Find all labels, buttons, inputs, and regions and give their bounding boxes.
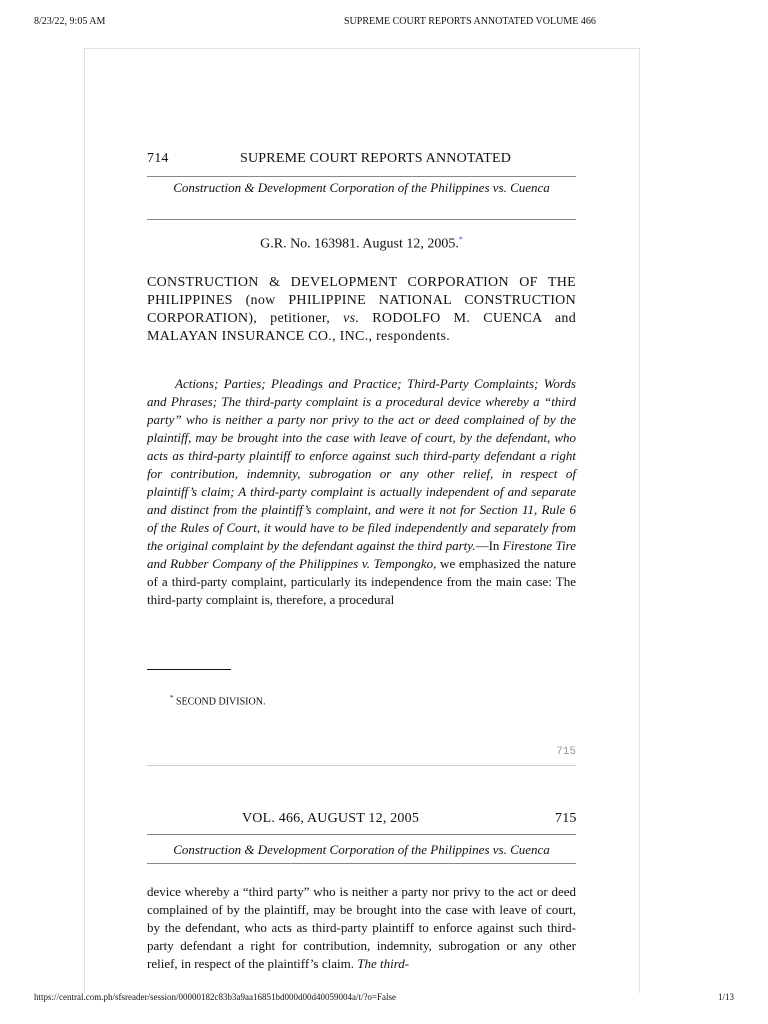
gr-number <box>147 235 576 253</box>
footnote-divider <box>147 669 231 670</box>
print-page-counter: 1/13 <box>717 992 734 1002</box>
body-italic: The third- <box>357 956 410 971</box>
syllabus-italic: Actions; Parties; Pleadings and Practice; Third-Party Complaints; Words and Phrases; The third-party complaint is a procedural device whereby a “third party” who is neither a party nor privy to the act or deed complained of by the plaintiff, may be brought into the case with leave of court, by the defendant, who acts as third-party plaintiff to enforce against such third-party defendant a right for contribution, indemnity, subrogation or any other relief, in respect of plaintiff’s claim; A third-party complaint is actually independent of and separate and distinct from the plaintiff’s complaint, and were it not for Section 11, Rule 6 of the Rules of Court, it would have to be filed independently and separately from the original complaint by the defendant against the third party. <box>147 376 576 553</box>
running-title-715: VOL. 466, AUGUST 12, 2005 <box>242 811 420 826</box>
print-title: SUPREME COURT REPORTS ANNOTATED VOLUME 466 <box>344 16 596 27</box>
footnote <box>170 694 265 707</box>
syllabus-paragraph <box>147 375 576 609</box>
page-separator <box>147 765 576 766</box>
respondent-text: RODOLFO M. CUENCA and MALAYAN INSURANCE CO., INC., respondents. <box>147 311 576 344</box>
print-url: https://central.com.ph/sfsreader/session/00000182c83b3a9aa16851bd000d00d40059004a/t/?o=False <box>34 992 397 1002</box>
footnote-marker: * <box>170 694 174 702</box>
syllabus-case-name: Firestone Tire and Rubber Company of the Philippines v. Tempongko <box>147 538 576 571</box>
running-title-714: SUPREME COURT REPORTS ANNOTATED <box>240 151 512 166</box>
print-footer <box>34 992 734 1006</box>
petitioner-text: CONSTRUCTION & DEVELOPMENT CORPORATION OF THE PHILIPPINES (now PHILIPPINE NATIONAL CONSTRUCTION CORPORATION), petitioner, <box>147 275 576 326</box>
vs-text: vs. <box>343 311 360 326</box>
case-caption-714: Construction & Development Corporation of the Philippines vs. Cuenca <box>147 176 576 220</box>
footnote-text: SECOND DIVISION. <box>176 696 266 708</box>
parties-block <box>147 274 576 346</box>
body-plain: device whereby a “third party” who is neither a party nor privy to the act or deed complained of by the plaintiff, may be brought into the case with leave of court, by the defendant, who acts as third-party plaintiff to enforce against such third-party defendant a right for contribution, indemnity, subrogation or any other relief, in respect of the plaintiff’s claim. <box>147 884 576 971</box>
gr-footnote-marker[interactable]: * <box>458 235 463 244</box>
page-break-number: 715 <box>556 746 576 758</box>
body-paragraph-715 <box>147 883 576 973</box>
print-header <box>34 16 734 30</box>
gr-text: G.R. No. 163981. August 12, 2005. <box>260 236 459 252</box>
page-number-715: 715 <box>555 811 577 826</box>
print-date: 8/23/22, 9:05 AM <box>34 16 106 27</box>
syllabus-plain: , we emphasized the nature of a third-party complaint, particularly its independence from the main case: The third-party complaint is, therefore, a procedural <box>147 556 576 607</box>
page-number-714: 714 <box>147 151 169 166</box>
case-caption-715: Construction & Development Corporation of the Philippines vs. Cuenca <box>147 834 576 864</box>
syllabus-dash: —In <box>475 538 503 553</box>
